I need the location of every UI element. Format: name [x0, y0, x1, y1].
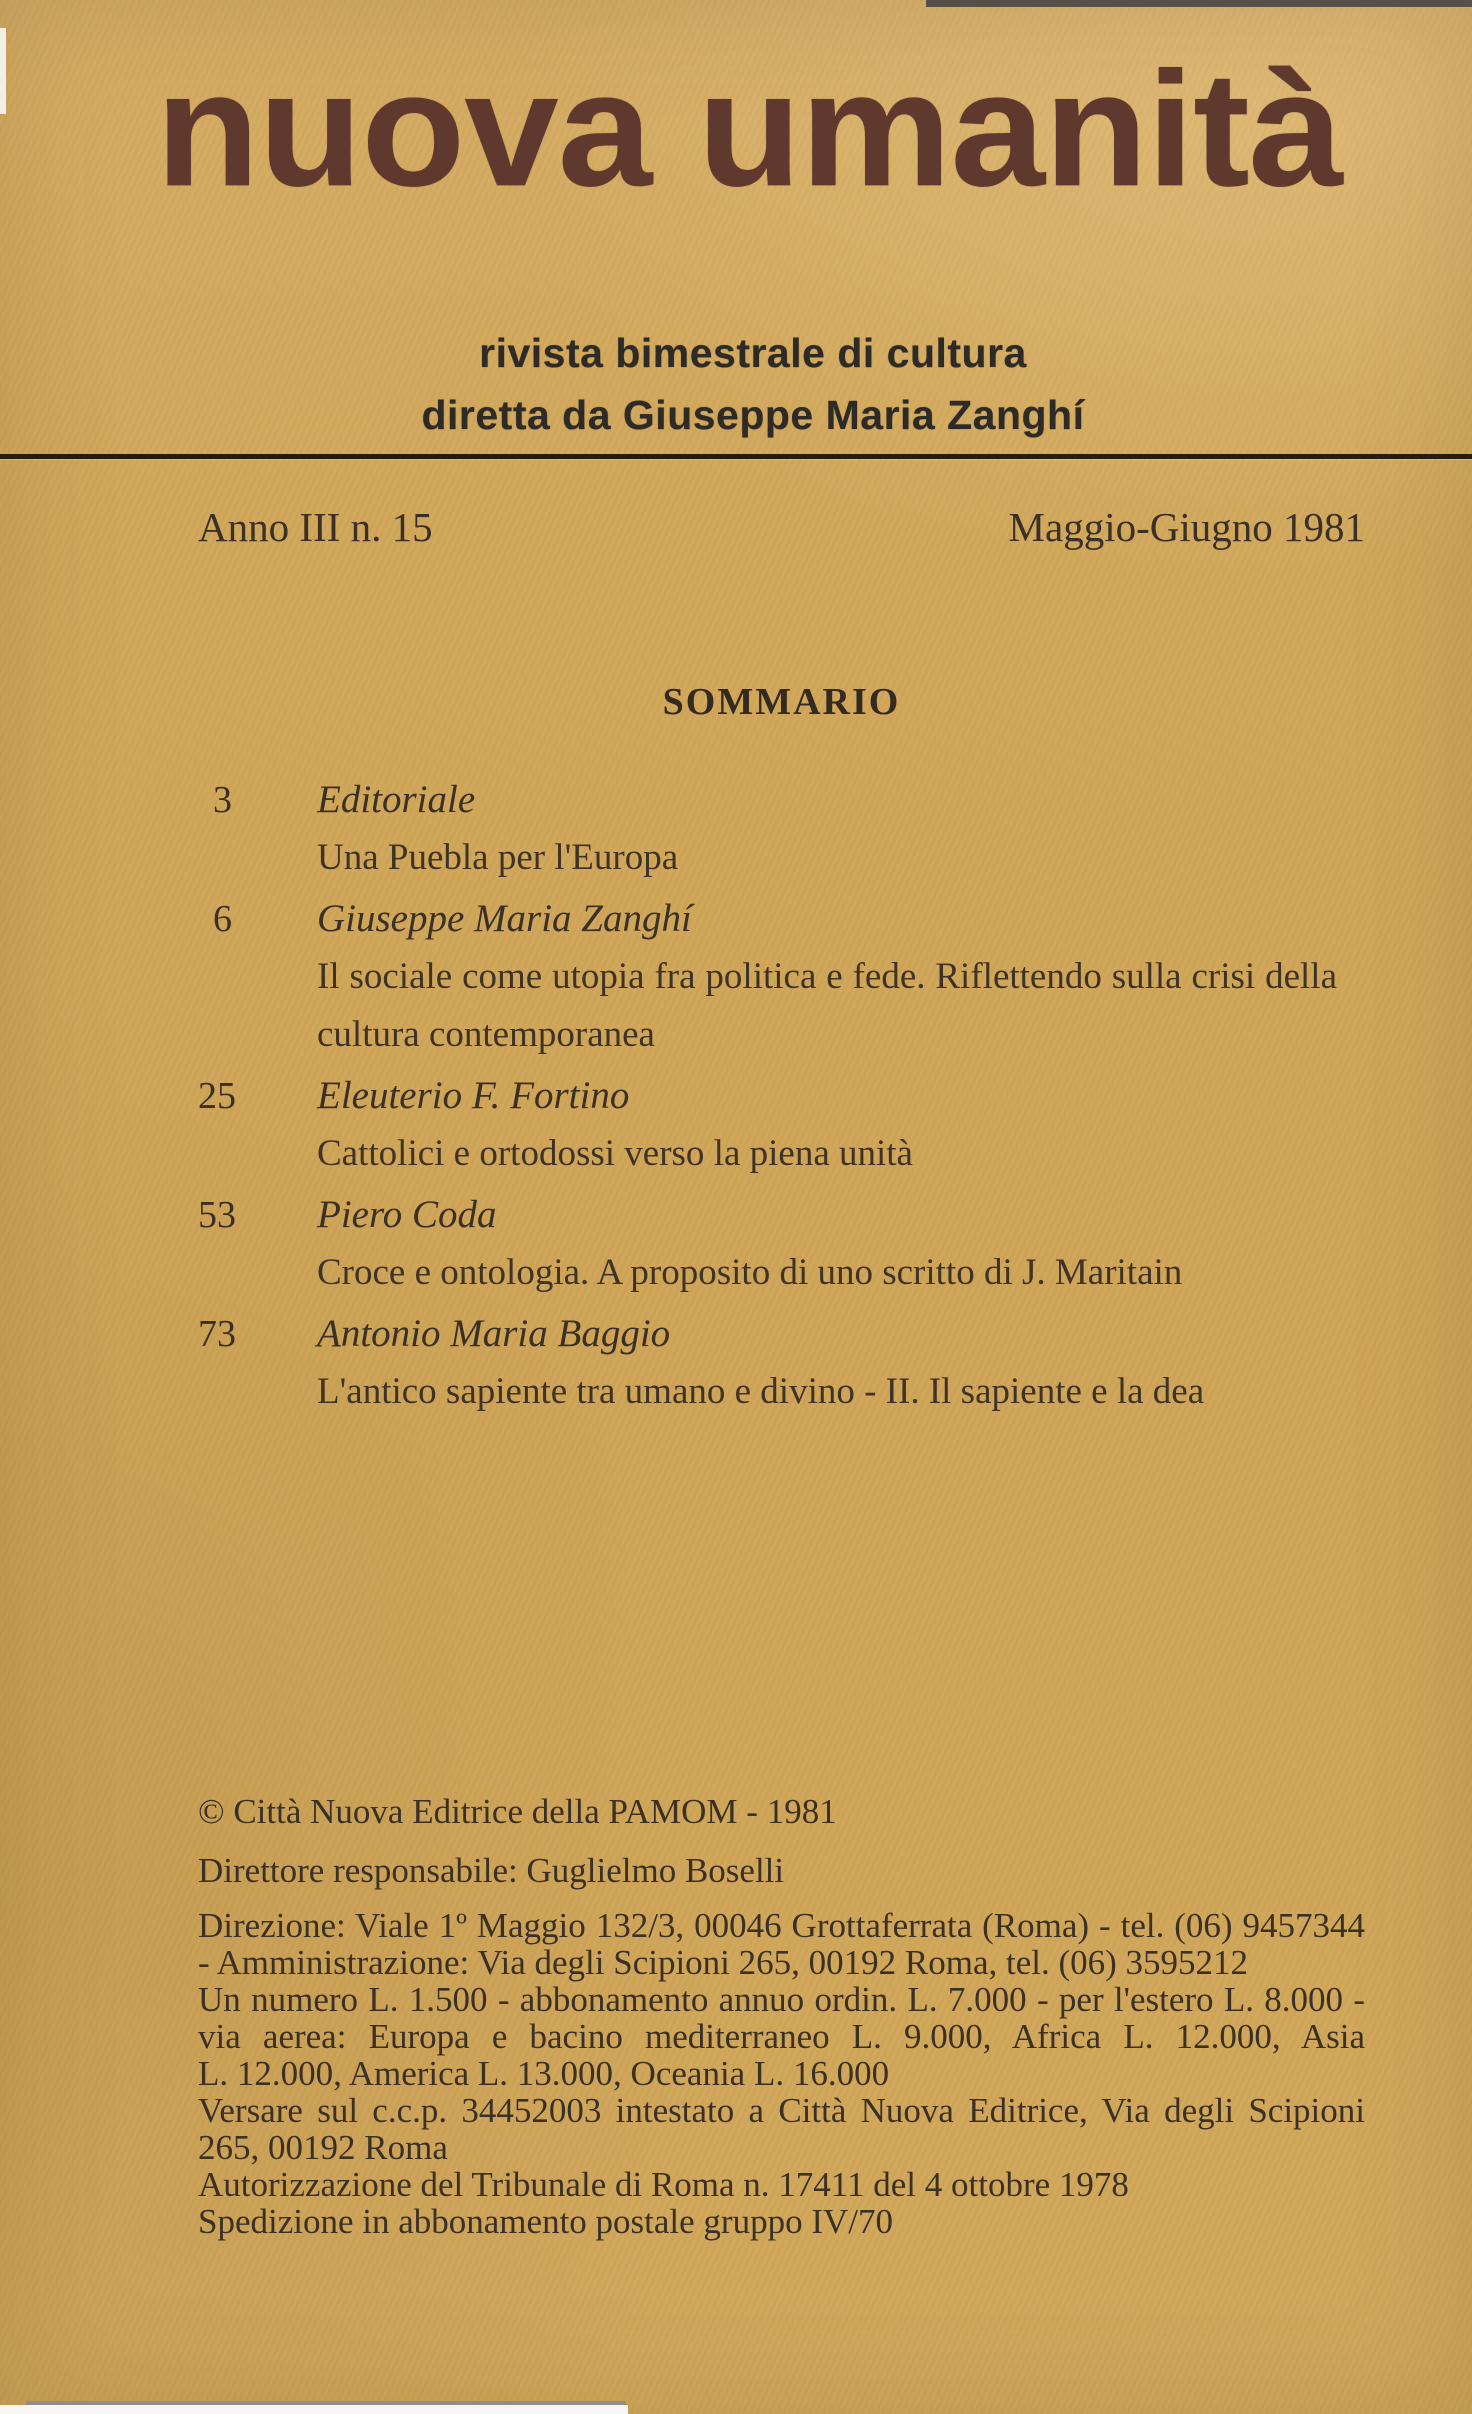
- journal-subtitle: [0, 322, 1472, 446]
- toc-page-number: 6: [213, 898, 232, 940]
- masthead: [0, 0, 1472, 446]
- toc-title: Croce e ontologia. A proposito di uno scritto di J. Maritain: [317, 1252, 1183, 1293]
- toc-entries: [198, 771, 1365, 1421]
- toc-page-number: 25: [198, 1075, 236, 1117]
- scan-edge-artifact-bottom: [0, 2405, 628, 2414]
- toc-title: Il sociale come utopia fra politica e fede. Riflettendo sulla crisi della cultura contemporanea: [317, 956, 1337, 1055]
- subtitle-line-2: diretta da Giuseppe Maria Zanghí: [421, 392, 1085, 438]
- toc-page-number: 3: [213, 779, 232, 821]
- table-of-contents: [198, 679, 1365, 1421]
- toc-author: Editoriale: [317, 778, 476, 821]
- toc-page-number: 53: [198, 1194, 236, 1236]
- issue-date-label: Maggio-Giugno 1981: [1008, 504, 1365, 550]
- toc-page-number: 73: [198, 1313, 236, 1355]
- journal-title: nuova umanità: [155, 38, 1343, 221]
- imprint: [198, 1793, 1365, 2240]
- subscription-paragraph: Un numero L. 1.500 - abbonamento annuo ordin. L. 7.000 - per l'estero L. 8.000 - via aerea: Europa e bacino mediterraneo L. 9.000, Africa L. 12.000, Asia L. 12.000, America L. 13.000, Oceania L. 16.000: [198, 1980, 1365, 2093]
- toc-entry-body: [317, 1067, 1365, 1183]
- toc-entry: [198, 771, 1365, 887]
- volume-label: Anno III n. 15: [198, 504, 433, 550]
- toc-entry: [198, 890, 1365, 1064]
- toc-entry-body: [317, 1305, 1365, 1421]
- toc-title: L'antico sapiente tra umano e divino - II. Il sapiente e la dea: [317, 1371, 1205, 1412]
- issue-line: [198, 503, 1365, 551]
- shipping-line: Spedizione in abbonamento postale gruppo IV/70: [198, 2202, 893, 2241]
- toc-entry-body: [317, 771, 1365, 887]
- toc-heading: SOMMARIO: [662, 681, 901, 723]
- toc-author: Eleuterio F. Fortino: [317, 1074, 630, 1117]
- toc-entry: [198, 1186, 1365, 1302]
- toc-author: Giuseppe Maria Zanghí: [317, 897, 692, 940]
- toc-author: Piero Coda: [317, 1193, 497, 1236]
- divider-rule: [0, 454, 1472, 459]
- subtitle-line-1: rivista bimestrale di cultura: [479, 330, 1027, 376]
- toc-entry-body: [317, 890, 1365, 1064]
- toc-title: Cattolici e ortodossi verso la piena unità: [317, 1133, 913, 1174]
- toc-author: Antonio Maria Baggio: [317, 1312, 671, 1355]
- address-paragraph: Direzione: Viale 1º Maggio 132/3, 00046 Grottaferrata (Roma) - tel. (06) 9457344 - Amministrazione: Via degli Scipioni 265, 00192 Roma, tel. (06) 3595212: [198, 1906, 1365, 1982]
- scan-edge-artifact-top: [926, 0, 1472, 7]
- copyright-line: © Città Nuova Editrice della PAMOM - 1981: [198, 1792, 837, 1831]
- toc-entry: [198, 1067, 1365, 1183]
- authorization-line: Autorizzazione del Tribunale di Roma n. 17411 del 4 ottobre 1978: [198, 2165, 1129, 2204]
- toc-entry-body: [317, 1186, 1365, 1302]
- director-line: Direttore responsabile: Guglielmo Boselli: [198, 1851, 785, 1890]
- toc-title: Una Puebla per l'Europa: [317, 837, 679, 878]
- payment-paragraph: Versare sul c.c.p. 34452003 intestato a Città Nuova Editrice, Via degli Scipioni 265, 00192 Roma: [198, 2091, 1365, 2167]
- toc-entry: [198, 1305, 1365, 1421]
- page-content: [0, 503, 1472, 1421]
